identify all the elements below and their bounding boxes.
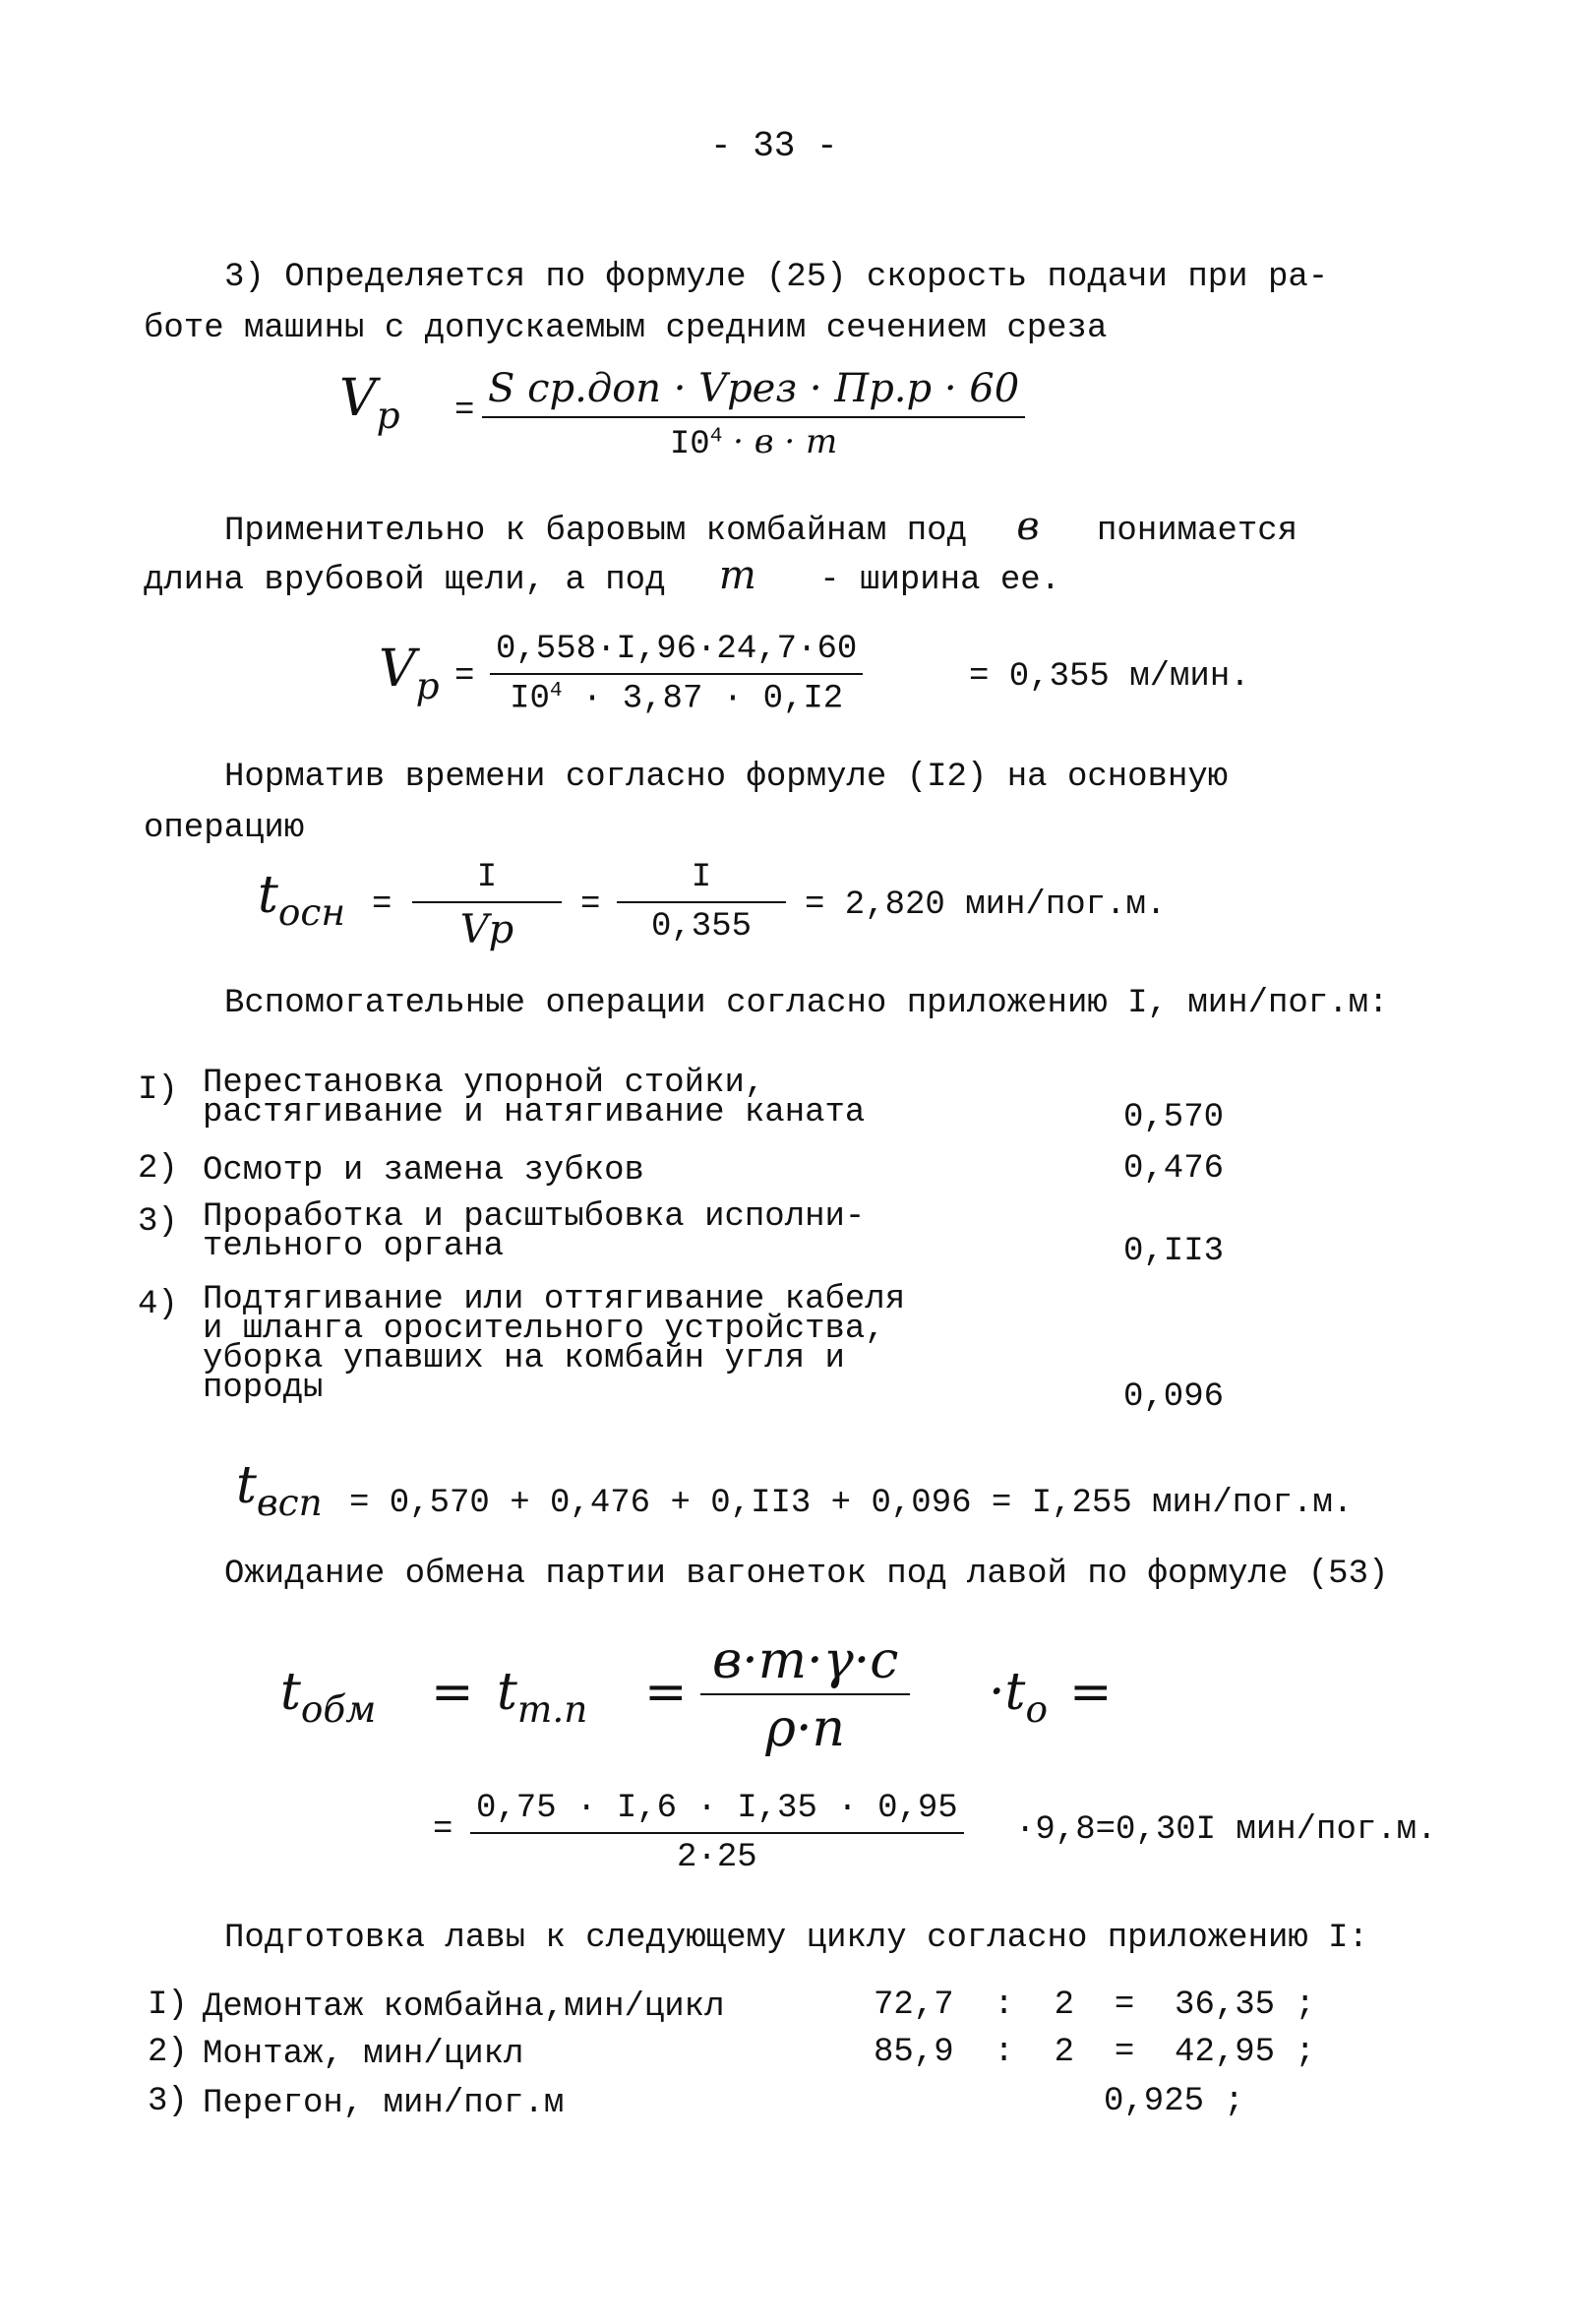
tvsp-symbol: $t_{всп}$ xyxy=(236,1456,323,1525)
tobm-numeric-equals: = xyxy=(433,1811,453,1849)
para3-line2: операцию xyxy=(144,810,305,847)
tobm-numeric-fraction xyxy=(470,1789,964,1877)
vp-fraction xyxy=(482,366,1025,464)
vp-denominator: $I0^4 \cdot в \cdot m$ xyxy=(669,422,838,464)
vp-numeric-fraction xyxy=(490,630,863,719)
tobm-fraction xyxy=(700,1631,910,1760)
equals-sign-3: = xyxy=(372,887,392,924)
tosn-frac1-den: Vр xyxy=(459,907,514,953)
tmn-symbol: $t_{m.n}$ xyxy=(497,1663,588,1732)
vp-numeric-symbol: $V_р$ xyxy=(379,640,440,708)
vp-numeric-numerator: 0,558·I,96·24,7·60 xyxy=(490,630,863,675)
tosn-frac1-num: I xyxy=(412,858,562,903)
tobm-numerator: в·m·γ·c xyxy=(700,1631,910,1695)
equals-sign-4: = xyxy=(580,887,601,924)
page-number: - 33 - xyxy=(710,126,838,166)
tobm-numeric-result: ·9,8=0,30I мин/пог.м. xyxy=(1015,1811,1437,1849)
tvsp-rhs: = 0,570 + 0,476 + 0,II3 + 0,096 = I,255 мин/пог.м. xyxy=(349,1485,1354,1522)
para2-line2: длина врубовой щели, а под m - ширина ее. xyxy=(144,553,1061,599)
b-symbol: в xyxy=(1016,504,1040,549)
prep-header: Подготовка лавы к следующему циклу согласно приложению I: xyxy=(224,1920,1368,1957)
equals-sign: = xyxy=(454,393,475,430)
tosn-result: = 2,820 мин/пог.м. xyxy=(805,887,1167,924)
m-symbol: m xyxy=(718,553,756,598)
tosn-fraction2 xyxy=(618,858,785,947)
para2-line1: Применительно к баровым комбайнам под в понимается xyxy=(224,504,1298,550)
tosn-symbol: $t_{осн}$ xyxy=(258,866,346,935)
exchange-text: Ожидание обмена партии вагонеток под лавой по формуле (53) xyxy=(224,1556,1389,1593)
tobm-denominator: ρ·n xyxy=(765,1699,845,1759)
tobm-numeric-numerator: 0,75 · I,6 · I,35 · 0,95 xyxy=(470,1789,964,1834)
tosn-fraction1 xyxy=(413,858,561,953)
vp-numeric-denominator: $I0^4 \cdot 3,87 \cdot 0,I2$ xyxy=(510,679,844,718)
aux-header: Вспомогательные операции согласно приложению I, мин/пог.м: xyxy=(224,985,1389,1022)
tobm-equals-2: = xyxy=(644,1663,688,1722)
para3-line1: Норматив времени согласно формуле (I2) на основную xyxy=(224,759,1229,796)
para1-line2: боте машины с допускаемым средним сечением среза xyxy=(144,310,1108,347)
tobm-equals-1: = xyxy=(431,1663,474,1722)
tobm-symbol: $t_{обм}$ xyxy=(280,1663,377,1732)
tobm-tail: $\cdot t_o$ = xyxy=(989,1663,1113,1732)
tobm-numeric-denominator: 2·25 xyxy=(677,1839,757,1877)
para1-line1: 3) Определяется по формуле (25) скорость подачи при ра- xyxy=(224,259,1329,296)
vp-symbol: $V_р$ xyxy=(339,369,400,438)
tosn-frac2-num: I xyxy=(617,858,786,903)
vp-numerator: S ср.доп · Vрез · Пр.р · 60 xyxy=(482,366,1025,418)
equals-sign-2: = xyxy=(454,658,475,696)
vp-result: = 0,355 м/мин. xyxy=(969,658,1250,696)
tosn-frac2-den: 0,355 xyxy=(650,908,753,947)
